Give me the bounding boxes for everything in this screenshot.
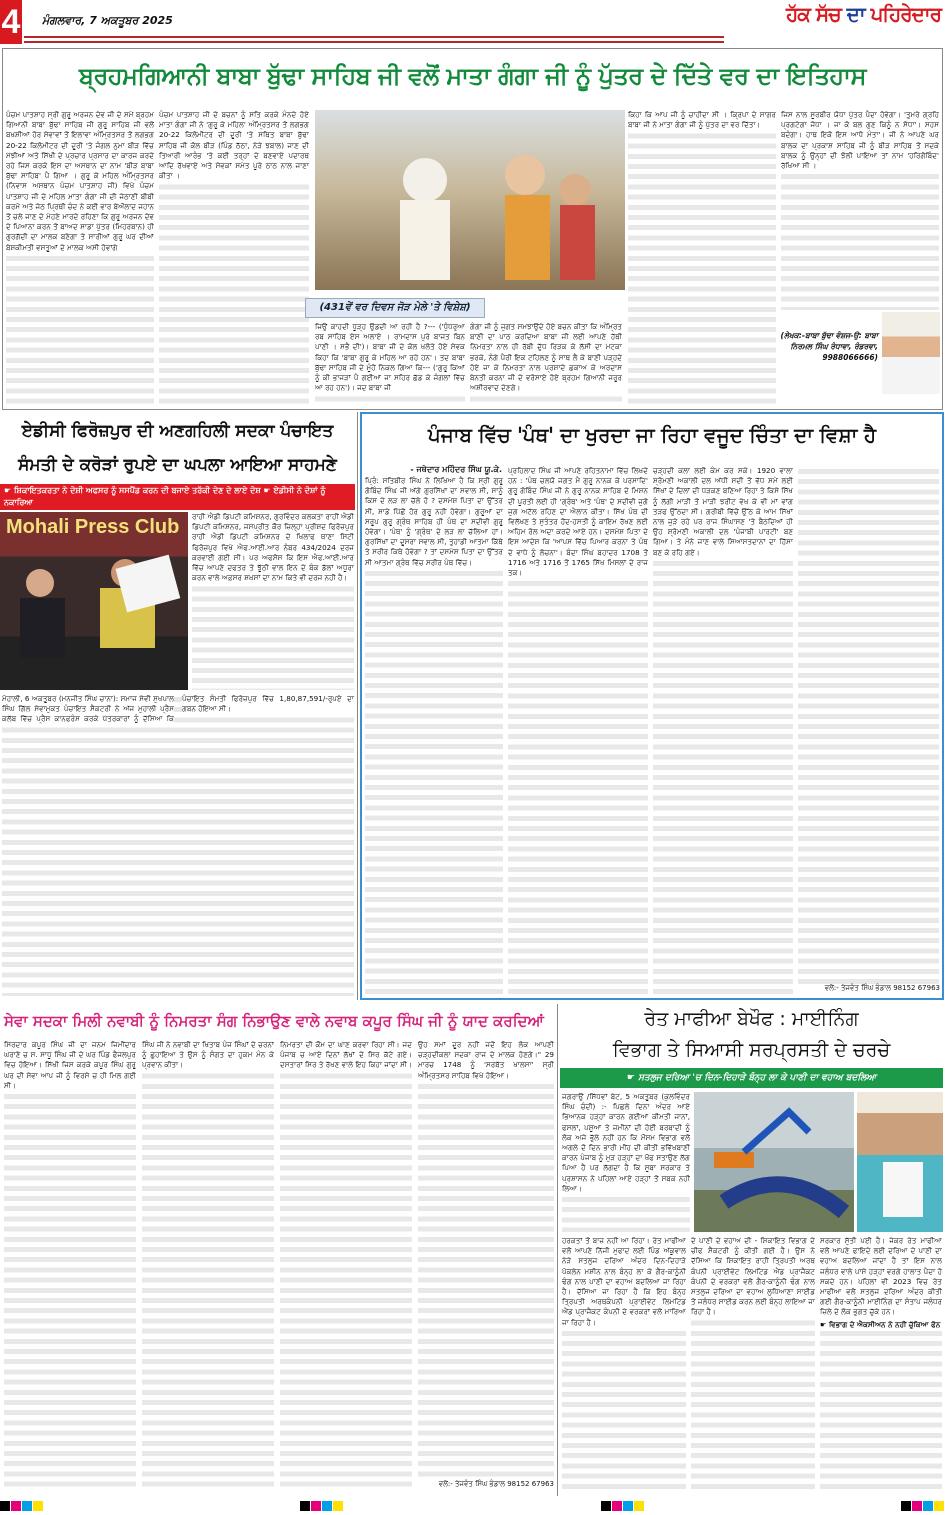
divider	[557, 1004, 558, 1496]
article-column	[628, 110, 776, 406]
article-column	[653, 466, 793, 994]
logo-text: ਹੱਕ ਸੱਚ	[786, 2, 841, 26]
article-column	[315, 322, 465, 406]
image-caption: (431ਵੇਂ ਵਰ ਦਿਵਸ ਜੋੜ ਮੇਲੇ 'ਤੇ ਵਿਸ਼ੇਸ਼)	[305, 298, 485, 318]
article-column	[508, 466, 648, 994]
print-registration-marks	[0, 1496, 945, 1507]
article-column	[470, 322, 622, 406]
paragraph: ਗੰਗਾ ਜੀ ਨੂੰ ਜੁਗਤ ਸਮਝਾਉਂਦੇ ਹੋਏ ਬਚਨ ਕੀਤਾ ਕਿ ਅੰਮ੍ਰਿਤ ਬਾਣੀ ਦਾ ਪਾਠ ਕਰਦਿਆ ਬਾਬਾ ਜੀ ਲਈ ਆਪਣੇ ਹੱਥੀ ਨਿਮਰਤਾ ਨਾਲ ਹੀ ਰੱਬੀ ਦੁੱਧ ਰਿੜਕ ਕੇ ਲੱਸੀ ਦਾ ਮਟਕਾ ਭਰਕੇ, ਨੰਗੇ ਪੈਰੀ ਇਕ ਟਹਿਲਣ ਨੂੰ ਸਾਥ ਲੈ ਕੇ ਬਾਣੀ ਪੜ੍ਹਦੇ ਹੋਏ ਜਾ ਕੇ ਨਿਮਰਤਾ ਨਾਲ ਪ੍ਰਸ਼ਾਦੇ ਛਕਾਅ ਕੇ ਅਰਦਾਸ ਬੇਨਤੀ ਕਰਨਾ ਜੀ ਦੇ ਵਰੋਸਾਏ ਹੋਏ ਬ੍ਰਹਮ ਗਿਆਨੀ ਜਰੂਰ ਅਸ਼ੀਰਵਾਦ ਦੇਣਗੇ।	[470, 322, 622, 393]
bottom-left-headline: ਸੇਵਾ ਸਦਕਾ ਮਿਲੀ ਨਵਾਬੀ ਨੂੰ ਨਿਮਰਤਾ ਸੰਗ ਨਿਭਾਉਣ ਵਾਲੇ ਨਵਾਬ ਕਪੂਰ ਸਿੰਘ ਜੀ ਨੂੰ ਯਾਦ ਕਰਦਿਆਂ	[4, 1012, 544, 1030]
subhead: ☛ ਵਿਭਾਗ ਦੇ ਐਕਸੀਅਨ ਨੇ ਨਹੀਂ ਚੁੱਕਿਆ ਫੋਨ	[820, 1319, 941, 1329]
paragraph: ਪੰਚਮ ਪਾਤਸ਼ਾਹ ਸ੍ਰੀ ਗੁਰੂ ਅਰਜਨ ਦੇਵ ਜੀ ਦੇ ਸਮੇਂ ਬ੍ਰਹਮ ਗਿਆਨੀ ਬਾਬਾ ਬੁੱਢਾ ਸਾਹਿਬ ਜੀ ਗੁਰੂ ਸਾਹਿਬ ਜੀ ਵਲੋਂ ਬਖਸ਼ੀਆਂ ਹੋਰ ਸੇਵਾਵਾਂ ਤੋਂ ਇਲਾਵਾ ਅੰਮ੍ਰਿਤਸਰ ਤੋਂ ਲਗਭਗ 20-22 ਕਿਲੋਮੀਟਰ ਦੀ ਦੂਰੀ 'ਤੇ ਜੰਗਲ ਨੁਮਾ ਬੀੜ ਵਿੱਚ ਮੱਝੀਆਂ ਅਤੇ ਸਿੱਖੀ ਦੇ ਪ੍ਰਚਾਰ ਪ੍ਰਸਾਰ ਦਾ ਕਾਰਜ ਕਰਦੇ ਰਹੇ ਜਿਸ ਕਰਕੇ ਇਸ ਦਾ ਅਸਥਾਨ ਦਾ ਨਾਮ 'ਬੀੜ ਬਾਬਾ ਬੁੱਢਾ ਸਾਹਿਬ' ਪੈ ਗਿਆ । ਗੁਰੂ ਕੇ ਮਹਿਲ ਅੰਮ੍ਰਿਤਸਰ (ਨਿਵਾਸ ਅਸਥਾਨ ਪੰਚਮ ਪਾਤਸ਼ਾਹ ਜੀ) ਵਿਖੇ ਪੰਚਮ ਪਾਤਸ਼ਾਹ ਜੀ ਦੇ ਮਹਿਲ ਮਾਤਾ ਗੰਗਾ ਜੀ ਦੀ ਜੇਠਾਣੀ ਬੀਬੀ ਕਰਮੋ ਅਤੇ ਜੇਠ ਪ੍ਰਿਥੀ ਚੰਦ ਨੇ ਕਈ ਵਾਰ ਬੇਔਲਾਦ ਜਹਾਨ ਤੋਂ ਚਲੇ ਜਾਣ ਦੇ ਮੇਹਣੇ ਮਾਰਦੇ ਰਹਿਣਾ ਕਿ ਗੁਰੂ ਅਰਜਨ ਦੇਵ ਦੇ ਪਿਆਨਾ ਕਰਨ ਤੋਂ ਬਾਅਦ ਸਾਡਾ ਪੁੱਤਰ (ਮਿਹਰਬਾਨ) ਹੀ ਗੁਰਗੱਦੀ ਦਾ ਮਾਲਕ ਬਣੇਗਾ ਤੇ ਸਾਰੀਆਂ ਗੁਰੂ ਘਰ ਦੀਆਂ ਬੇਸ਼ਕੀਮਤੀ ਵਸਤੂਆਂ ਦੇ ਮਾਲਕ ਅਸੀ ਹੋਵਾਂਗੇ	[6, 110, 154, 252]
paragraph: ਹਰਕਤਾਂ ਤੋਂ ਬਾਜ਼ ਨਹੀਂ ਆ ਰਿਹਾ। ਰੇਤ ਮਾਫੀਆ ਵਲੋਂ ਆਪਣੇ ਨਿੱਜੀ ਮੁਫਾਦ ਲਈ ਪਿੰਡ ਅੱਕੂਵਾਲ ਨੇੜੇ ਸਤਲੁਜ ਦਰਿਆ ਅੰਦਰ ਦਿਨ-ਦਿਹਾੜੇ ਪੋਕਲੇਨ ਮਸ਼ੀਨ ਨਾਲ ਬੰਨ੍ਹ ਲਾ ਕੇ ਗੈਰ-ਕਾਨੂੰਨੀ ਢੰਗ ਨਾਲ ਪਾਣੀ ਦਾ ਵਹਾਅ ਬਦਲਿਆ ਜਾ ਰਿਹਾ ਹੈ। ਦੱਸਿਆ ਜਾ ਰਿਹਾ ਹੈ ਕਿ ਇਹ ਬੰਨ੍ਹ ਤ੍ਰਿਪਤੀ ਅਰਥਕੰਪਨੀ ਪ੍ਰਾਈਵੇਟ ਲਿਮਟਿਡ ਐਂਡ ਪ੍ਰਾਜੈਕਟ ਕੰਪਨੀ ਦੇ ਵਰਕਰਾਂ ਵਲੋਂ ਮਾਰਿਆ ਜਾ ਰਿਹਾ ਹੈ।	[562, 1236, 686, 1327]
article-column	[562, 1092, 690, 1232]
article-column	[781, 110, 939, 310]
paragraph: ਸਰਕਾਰ ਸੁੱਤੀ ਪਈ ਹੈ। ਜੇਕਰ ਰੇਤ ਮਾਫੀਆ ਵਲੋਂ ਆਪਣੇ ਫਾਇਦੇ ਲਈ ਦਰਿਆ ਦੇ ਪਾਣੀ ਦਾ ਵਹਾਅ ਬਦਲਿਆ ਜਾਂਦਾ ਹੈ ਤਾਂ ਇਸ ਨਾਲ ਜਲੰਧਰ ਵਾਲੇ ਪਾਸੇ ਹੜ੍ਹਾਂ ਵਰਗੇ ਹਾਲਾਤ ਪੈਦਾ ਹੋ ਸਕਦੇ ਹਨ। ਪਹਿਲਾਂ ਵੀ 2023 ਵਿਚ ਰੇਤ ਮਾਫੀਆ ਵਲੋਂ ਸਤਲੁਜ ਦਰਿਆ ਅੰਦਰ ਕੀਤੀ ਗਈ ਗੈਰ-ਕਾਨੂੰਨੀ ਮਾਈਨਿੰਗ ਦਾ ਸੰਤਾਪ ਜਲੰਧਰ ਜ਼ਿਲੇ ਦੇ ਲੋਕ ਭੁਗਤ ਚੁੱਕੇ ਹਨ।	[820, 1236, 942, 1317]
excavator-photo	[694, 1092, 854, 1232]
article-column	[142, 1040, 274, 1492]
subhead: ☛ ਸ਼ਿਕਾਇਤਕਰਤਾ ਨੇ ਦੋਸ਼ੀ ਅਫਸਰ ਨੂੰ ਸਸਪੈਂਡ ਕਰਨ ਦੀ ਬਜਾਏ ਤਰੱਕੀ ਦੇਣ ਦੇ ਲਾਏ ਦੋਸ਼	[4, 486, 261, 495]
issue-date: ਮੰਗਲਵਾਰ, 7 ਅਕਤੂਬਰ 2025	[42, 14, 173, 27]
masthead-logo	[741, 2, 941, 26]
bottom-right-strip: ☛ ਸਤਲੁਜ ਦਰਿਆ 'ਚ ਦਿਨ-ਦਿਹਾੜੇ ਬੰਨ੍ਹ ਲਾ ਕੇ ਪਾਣੀ ਦਾ ਵਹਾਅ ਬਦਲਿਆ	[560, 1068, 943, 1088]
paragraph: ਪ੍ਰਹਿਲਾਦ ਸਿੰਘ ਜੀ ਆਪਣੇ ਰਹਿਤਨਾਮਾ ਵਿੱਚ ਲਿਖਦੇ ਹਨ : 'ਪੰਥ ਚਲਯੋ ਜਗਤ ਮੈ ਗੁਰੂ ਨਾਨਕ ਕੇ ਪਰਸਾਦਿ' ਗੁਰੂ ਗੋਬਿੰਦ ਸਿੰਘ ਜੀ ਨੇ ਗੁਰੂ ਨਾਨਕ ਸਾਹਿਬ ਦੇ ਮਿਸ਼ਨ ਦੀ ਪੂਰਤੀ ਲਈ ਹੀ 'ਗ੍ਰੰਥ' ਅਤੇ 'ਪੰਥ' ਦੇ ਸਦੀਵੀ ਜੁਗੋ ਜੁਗ ਅਟੱਲ ਰਹਿਣ ਦਾ ਐਲਾਨ ਕੀਤਾ। ਸਿੱਖ ਪੰਥ ਦੀ ਵਿਲੱਖਣ ਤੇ ਸੁਤੰਤਰ ਹੋਂਦ-ਹਸਤੀ ਨੂੰ ਕਾਇਮ ਰੱਖਣ ਲਈ ਅਹਿਮ ਰੋਲ ਅਦਾ ਕਰਦੇ ਆਏ ਹਨ। ਦਸਮੇਸ਼ ਪਿਤਾ ਦੇ ਇਸ ਆਦੇਸ਼ ਕਿ 'ਆਪਸ ਵਿੱਚ ਪਿਆਰ ਕਰਨਾ ਤੇ ਪੰਥ ਦੇ ਵਾਧੇ ਨੂੰ ਲੋਚਨਾ'। ਬੰਦਾ ਸਿੰਘ ਬਹਾਦਰ 1708 ਤੋਂ 1716 ਅਤੇ 1716 ਤੋਂ 1765 ਸਿੱਖ ਮਿਸਲਾਂ ਦੇ ਰਾਜ ਤਕ।	[508, 466, 648, 578]
paragraph: ਚੜ੍ਹਦੀ ਕਲਾ ਲਈ ਕੰਮ ਕਰ ਸਕੇ। 1920 ਵਾਲਾ ਸ਼੍ਰੋਮਣੀ ਅਕਾਲੀ ਦਲ ਅੱਧੀ ਸਦੀ ਤੋਂ ਵੱਧ ਸਮੇਂ ਲਈ ਸਿੱਖਾਂ ਦੇ ਦਿਲਾਂ ਦੀ ਧੜਕਣ ਬਣਿਆ ਰਿਹਾ ਤੇ ਕਿਸੇ ਸਿੱਖ ਨੂੰ ਲੱਗੀ ਮਾੜੀ ਤੋਂ ਮਾੜੀ ਝਰੀਟ ਵੇਖ ਕੇ ਵੀ ਮਾਂ ਵਾਂਗ ਤੜਫ ਉੱਠਦਾ ਸੀ। ਗਰੀਬੀ ਵਿੱਚੋਂ ਉੱਠ ਕੇ ਆਮ ਸਿੱਖਾਂ ਨਾਲ ਜੁੜੇ ਰਹੇ ਪਰ ਰਾਜ ਸਿੰਘਾਸਣ 'ਤੇ ਬੈਠਦਿਆਂ ਹੀ ਉਹ ਸ਼੍ਰੋਮਣੀ ਅਕਾਲੀ ਦਲ 'ਪੰਜਾਬੀ ਪਾਰਟੀ' ਬਣ ਗਿਆ। ਤੇ ਮੰਨੇ ਜਾਣ ਵਾਲੇ ਸਿਆਸਤਦਾਨਾਂ ਦਾ ਹਿੱਸਾ ਬਣ ਕੇ ਰਹਿ ਗਏ।	[653, 466, 793, 557]
right-article-headline: ਪੰਜਾਬ ਵਿੱਚ 'ਪੰਥ' ਦਾ ਖੁਰਦਾ ਜਾ ਰਿਹਾ ਵਜੂਦ ਚਿੰਤਾ ਦਾ ਵਿਸ਼ਾ ਹੈ	[427, 423, 877, 447]
signoff: ਵਲੋਂ:- ਤੇਜਵੰਤ ਸਿੰਘ ਭੰਡਾਲ 98152 67963	[824, 984, 940, 992]
paragraph: ਨਿਮਰਤਾ ਦੀ ਕੌਮ ਦਾ ਘਾਣ ਕਰਵਾ ਰਿਹਾ ਸੀ। ਜਦ ਪੰਜਾਬ ਚ ਆਏ ਦਿਨਾਂ ਲੱਖਾਂ ਦੇ ਸਿਰ ਕੱਟੇ ਗਏ। ਦਸਤਾਰਾਂ ਸਿਰ ਤੇ ਰੱਖਣ ਵਾਲੇ ਇਹ ਕਿਹਾ ਜਾਂਦਾ ਸੀ।	[280, 1040, 412, 1070]
article-column	[820, 1236, 942, 1492]
paragraph: ਜਿਉਂ ਕਾਹਦੀ ਧੂੜ੍ਹ ਉਡਦੀ ਆ ਰਹੀ ਹੈ ?--- ('ਧੁੰਧਰੁਆ ਰਬ ਸਾਹਿਬ ਏਸ ਅਲਾਏ । ਰਾਮਦਾਸ ਪੁਰੇ ਬਾਜਤ ਬਿਨ ਪਾਣੀ । ਸਭੈ ਦੀ')। ਬਾਬਾ ਜੀ ਦੇ ਕੋਲ ਖਲੋਤੇ ਹੋਏ ਸੇਵਕ ਕਿਹਾ ਕਿ 'ਬਾਬਾ ਗੁਰੂ ਕੇ ਮਹਿਲ ਆ ਰਹੇ ਹਨ'। ਤਦ ਬਾਬਾ ਬੁੱਢਾ ਸਾਹਿਬ ਜੀ ਦੇ ਮੂੰਹੋਂ ਨਿਕਲ ਗਿਆ ਕਿ--- ('ਗੁਰੂ ਕਿਆਂ ਨੂੰ ਕੀ ਭਾਜੜਾਂ ਪੈ ਗਈਆਂ ਜਾ ਸਹਿਰ ਛੱਡ ਕੇ ਜੰਗਲਾਂ ਵਿੱਚ ਆ ਰਹ ਹਨ')। ਜਦ ਬਾਬਾ ਜੀ	[315, 322, 465, 393]
paragraph: ਉਹ ਸਮਾਂ ਦੂਰ ਨਹੀਂ ਜਦੋਂ ਇਹ ਲੋਕ ਆਪਣੀ ਚੜ੍ਹਦੀਕਲਾ ਸਦਕਾ ਰਾਜ ਦੇ ਮਾਲਕ ਹੋਣਗੇ।" 29 ਮਾਰਚ 1748 ਨੂੰ 'ਸਰਬੱਤ ਖਾਲਸਾ' ਸ੍ਰੀ ਅੰਮ੍ਰਿਤਸਰ ਸਾਹਿਬ ਵਿਖੇ ਹੋਇਆ।	[418, 1040, 554, 1080]
press-club-banner: Mohali Press Club	[6, 516, 180, 538]
paragraph: ਰਾਹੀਂ ਐਡੀ ਡਿਪਟੀ ਕਮਿਸ਼ਨਰ, ਗੁਰਵਿੰਦਰ ਕਲਕਤਾ ਰਾਹੀਂ ਐਡੀ ਡਿਪਟੀ ਕਮਿਸ਼ਨਰ, ਜਸਪ੍ਰੀਤ ਕੌਰ ਜ਼ਿਲ੍ਹਾ ਪ੍ਰੀਸ਼ਦ ਫਿਰੋਜ਼ਪੁਰ ਰਾਹੀਂ ਐਡੀ ਡਿਪਟੀ ਕਮਿਸ਼ਨਰ ਦੇ ਖਿਲਾਫ ਥਾਣਾ ਸਿਟੀ ਫਿਰੋਜ਼ਪੁਰ ਵਿਖੇ ਐਫ.ਆਈ.ਆਰ ਨੰਬਰ 434/2024 ਦਰਜ ਕਰਵਾਈ ਗਈ ਸੀ। ਪਰ ਅਫਸੋਸ ਕਿ ਇਸ ਐਫ.ਆਈ.ਆਰ ਵਿੱਚ ਆਪਣੇ ਦਫਤਰ ਤੇ ਝੂੱਠੀ ਵਾਲ ਇਨ ਦੇ ਬੰਕ ਡੱਲਾਂ ਅਧੂਰਾ ਕਰਨ ਵਾਲੇ ਅਫ਼ਸਰ ਸ਼ਖ਼ਸਾਂ ਦਾ ਨਾਮ ਕਿਤੇ ਵੀ ਦਰਜ ਨਹੀ ਹੈ।	[192, 512, 354, 583]
paragraph: ਸਿਰਦਾਰ ਕਪੂਰ ਸਿੰਘ ਜੀ ਦਾ ਜਨਮ ਜਿਮੀਂਦਾਰ ਘਰਾਣੇ ਚ ਸ. ਸਾਧੂ ਸਿੰਘ ਜੀ ਦੇ ਘਰ ਪਿੰਡ ਫੈਜਲਪੁਰ ਵਿਚ ਹੋਇਆ। ਸਿੱਖੀ ਜਿਸ ਕਰਕੇ ਕਪੂਰ ਸਿੰਘ ਗੁਰੂ ਘਰ ਦੀ ਸੇਵਾ ਆਪ ਜੀ ਨੂੰ ਵਿਰਸੇ ਚ ਹੀ ਮਿਲ ਗਈ ਸੀ।	[4, 1040, 136, 1090]
press-conference-photo	[0, 512, 188, 690]
article-column	[691, 1236, 815, 1492]
article-body	[2, 694, 354, 996]
paragraph: ਜਿਸ ਨਾਲ ਸੂਰਬੀਰ ਯੋਧਾ ਪੁੱਤਰ ਪੈਦਾ ਹੋਵੇਗਾ। 'ਤੁਮਰੇ ਗ੍ਰਹਿ ਪ੍ਰਗਟੇਗਾ ਜੋਧਾ । ਜਾ ਕੋ ਬਲ ਗੁਣ ਕਿਨੂੰ ਨ ਸੋਧਾ'। ਸਹਸ ਬਦੰਗਾ। ਹਾਥ ਇਕੋ ਇਸ ਆਧੋ ਮੰਤਾ'। ਜੀ ਨੇ ਆਪਣੇ ਘਰ ਬਾਲਕ ਦਾ ਪ੍ਰਕਾਸ਼ ਸਾਹਿਬ ਜੀ ਨੂੰ ਬੀੜ ਸਾਹਿਬ ਤੋਂ ਸਦਕੇ ਬਾਲਕ ਨੂੰ ਉਨ੍ਹਾਂ ਦੀ ਝੋਲੀ ਪਾਇਆ ਤਾਂ ਨਾਮ 'ਹਰਿਗੋਬਿੰਦ' ਰੱਖਿਆ ਸੀ ।	[781, 110, 939, 171]
paragraph: ਸਿੰਘ ਜੀ ਨੇ ਨਵਾਬੀ ਦਾ ਖਿਤਾਬ ਪੰਜ ਸਿੰਘਾਂ ਦੇ ਚਰਨਾਂ ਨੂੰ ਛੁਹਾਇਆ ਤੇ ਉਸ ਨੂੰ ਸੰਗਤ ਦਾ ਹੁਕਮ ਮੰਨ ਕੇ ਪ੍ਰਵਾਨ ਕੀਤਾ।	[142, 1040, 274, 1070]
paragraph: ਦੇ ਪਾਣੀ ਦੇ ਵਹਾਅ ਦੀ - ਸ਼ਿਕਾਇਤ ਵਿਭਾਗ ਦੇ ਚੀਫ ਸੈਕਟਰੀ ਨੂੰ ਕੀਤੀ ਗਈ ਹੈ। ਉਸ ਨੇ ਦੱਸਿਆ ਕਿ ਸ਼ਿਕਾਇਤ ਰਾਹੀਂ ਤ੍ਰਿਪਤੀ ਅਰਥ ਕੰਪਨੀ ਪ੍ਰਾਈਵੇਟ ਲਿਮਟਿਡ ਐਂਡ ਪ੍ਰਾਜੈਕਟ ਕੰਪਨੀ ਦੇ ਵਰਕਰਾਂ ਵਲੋਂ ਗੈਰ-ਕਾਨੂੰਨੀ ਢੰਗ ਨਾਲ ਸਤਲੁਜ ਦਰਿਆ ਦਾ ਵਹਾਅ ਲੁਧਿਆਣਾ ਸਾਈਡ ਤੋਂ ਜਲੰਧਰ ਸਾਈਡ ਕਰਨ ਲਈ ਬੰਨ੍ਹ ਲਾਇਆ ਜਾ ਰਿਹਾ ਹੈ।	[691, 1236, 815, 1317]
author-photo	[882, 312, 940, 394]
article-column	[562, 1236, 686, 1492]
paragraph: ਕਿਹਾ ਕਿ ਆਪ ਜੀ ਨੂੰ ਚਾਹੀਦਾ ਸੀ । ਕ੍ਰਿਪਾ ਦੇ ਸਾਗਰ ਬਾਬਾ ਜੀ ਨੇ ਮਾਤਾ ਗੰਗਾ ਜੀ ਨੂੰ ਪੁੱਤਰ ਦਾ ਵਰ ਦਿੱਤਾ।	[628, 110, 776, 130]
paragraph: ਪ੍ਰਿੰ: ਸਤਿਬੀਰ ਸਿੰਘ ਨੇ ਲਿਖਿਆ ਹੈ ਕਿ ਸ੍ਰੀ ਗੁਰੂ ਗੋਬਿੰਦ ਸਿੰਘ ਜੀ ਅੱਗੇ ਗੁਰਸਿੱਖਾਂ ਦਾ ਸਵਾਲ ਸੀ, ਸਾਨੂੰ ਕਿਸ ਦੇ ਲੜ ਲਾ ਚੱਲੇ ਹੋ ? ਦਸਮੇਸ਼ ਪਿਤਾ ਦਾ ਉੱਤਰ ਸੀ, ਸਾਡੇ ਪਿੱਛੋਂ ਹੋਰ ਗੁਰੂ ਨਹੀਂ ਹੋਵੇਗਾ। ਗੁਰੂਆਂ ਦਾ ਸਰੂਪ ਗੁਰੂ ਗ੍ਰੰਥ ਸਾਹਿਬ ਹੀ ਪੰਥ ਦਾ ਸਦੀਵੀ ਗੁਰੂ ਹੋਵੇਗਾ। 'ਪੰਥ' ਨੂੰ 'ਗ੍ਰੰਥ' ਦੇ ਲੜ ਲਾ ਚੱਲਿਆ ਹਾਂ। ਗੁਰਸਿੱਖਾਂ ਦਾ ਦੂਸਰਾ ਸਵਾਲ ਸੀ, ਤੁਹਾਡੀ ਆਤਮਾ ਕਿੱਥੇ ਤੇ ਸਰੀਰ ਕਿਥੇ ਹੋਵੇਗਾ ? ਤਾਂ ਦਸਮੇਸ਼ ਪਿਤਾ ਦਾ ਉੱਤਰ ਸੀ ਆਤਮਾ ਗ੍ਰੰਥ ਵਿੱਚ ਸਰੀਰ ਪੰਥ ਵਿੱਚ।	[365, 476, 503, 567]
paragraph: ਜਗਰਾਉਂ /ਸਿੱਧਵਾਂ ਬੇਟ, 5 ਅਕਤੂਬਰ (ਕੁਲਵਿੰਦਰ ਸਿੰਘ ਚੰਦੀ) :- ਪਿਛਲੇ ਦਿਨਾ ਅੰਦਰ ਆਏ ਭਿਆਨਕ ਹੜ੍ਹਾਂ ਕਾਰਨ ਗਈਆਂ ਕੀਮਤੀ ਜਾਨਾਂ, ਫਸਲਾਂ, ਪਸ਼ੂਆਂ ਤੇ ਜ਼ਮੀਨਾਂ ਦੀ ਹੋਈ ਬਰਬਾਦੀ ਨੂੰ ਲੋਕ ਅਜੇ ਭੁੱਲੇ ਨਹੀਂ ਹਨ ਕਿ ਮੌਸਮ ਵਿਭਾਗ ਵਲੋਂ ਅਗਲੇ ਦੋ ਦਿਨ ਭਾਰੀ ਮੀਂਹ ਦੀ ਕੀਤੀ ਭਵਿੱਖਬਾਣੀ ਕਾਰਨ ਪੰਜਾਬ ਨੂੰ ਮੁੜ ਹੜ੍ਹਾਂ ਦਾ ਖੌਫ ਸਤਾਉਣ ਲੱਗ ਪਿਆ ਹੈ ਪਰ ਲੱਗਦਾ ਹੈ ਕਿ ਸੂਬਾ ਸਰਕਾਰ ਤੇ ਪ੍ਰਸ਼ਾਸਨ ਨੇ ਪਹਿਲਾਂ ਆਏ ਹੜ੍ਹਾਂ ਤੋਂ ਸਬਕ ਨਹੀਂ ਲਿਆ।	[562, 1092, 690, 1193]
header-rule	[24, 36, 724, 43]
signoff: ਵਲੋਂ:- ਤੇਜਵੰਤ ਸਿੰਘ ਭੰਡਾਲ 98152 67963	[438, 1480, 554, 1488]
left-article-headline-line2: ਸੰਮਤੀ ਦੇ ਕਰੋੜਾਂ ਰੁਪਏ ਦਾ ਘਪਲਾ ਆਇਆ ਸਾਹਮਣੇ	[18, 455, 337, 475]
byline: - ਜਥੇਦਾਰ ਮਹਿੰਦਰ ਸਿੰਘ ਯੂ.ਕੇ.	[410, 465, 502, 474]
bottom-right-headline-line1: ਰੇਤ ਮਾਫੀਆ ਬੇਖੌਫ : ਮਾਈਨਿੰਗ	[644, 1008, 859, 1030]
article-column	[159, 110, 309, 406]
left-article-subheads	[0, 484, 355, 510]
bottom-right-headline-line2: ਵਿਭਾਗ ਤੇ ਸਿਆਸੀ ਸਰਪ੍ਰਸਤੀ ਦੇ ਚਰਚੇ	[612, 1039, 891, 1061]
page-number: 4	[0, 0, 22, 44]
logo-text: ਦਾ	[846, 2, 865, 26]
illustration-sikh-history	[315, 110, 625, 290]
article-column	[280, 1040, 412, 1492]
article-column	[192, 512, 354, 690]
article-column	[6, 110, 154, 406]
article-column	[798, 466, 939, 984]
divider	[357, 412, 358, 1000]
author-credit: (ਲੇਖਕ:-ਬਾਬਾ ਬੁੱਢਾ ਵੰਸ਼ਜ-ਉ: ਬਾਬਾ ਨਿਰਮਲ ਸਿੰਘ ਰੰਧਾਵਾ, ਰੰਡਰਵਾ, 9988066666)	[780, 331, 878, 362]
top-article-headline: ਬ੍ਰਹਮਗਿਆਨੀ ਬਾਬਾ ਬੁੱਢਾ ਸਾਹਿਬ ਜੀ ਵਲੋਂ ਮਾਤਾ ਗੰਗਾ ਜੀ ਨੂੰ ਪੁੱਤਰ ਦੇ ਦਿੱਤੇ ਵਰ ਦਾ ਇਤਿਹਾਸ	[78, 62, 867, 90]
left-article-headline-line1: ਏਡੀਸੀ ਫਿਰੋਜ਼ਪੁਰ ਦੀ ਅਣਗਹਿਲੀ ਸਦਕਾ ਪੰਚਾਇਤ	[21, 421, 334, 441]
subhead: ☛ ਏਡੀਸੀ ਨੇ ਦੋਸ਼ਾਂ ਨੂੰ ਨਕਾਰਿਆ	[4, 486, 326, 507]
complainant-photo	[857, 1092, 943, 1232]
article-column	[418, 1040, 554, 1480]
paragraph: ਪੰਚਮ ਪਾਤਸ਼ਾਹ ਜੀ ਦੇ ਬਚਨਾਂ ਨੂੰ ਸਤਿ ਕਰਕੇ ਮੰਨਦੇ ਹੋਏ ਮਾਤਾ ਗੰਗਾ ਜੀ ਨੇ 'ਗੁਰੂ ਕੇ ਮਹਿਲ' ਅੰਮ੍ਰਿਤਸਰ ਤੋਂ ਲਗਭਗ 20-22 ਕਿਲੋਮੀਟਰ ਦੀ ਦੂਰੀ 'ਤੇ ਸਥਿਤ ਬਾਬਾ ਬੁੱਢਾ ਸਾਹਿਬ ਜੀ ਕੋਲ ਬੀੜ (ਪਿੰਡ ਠੱਠਾ, ਨੇੜੇ ਝਬਾਲ) ਜਾਣ ਦੀ ਤਿਆਰੀ ਆਰੰਭ 'ਤੇ ਕਈ ਤਰ੍ਹਾਂ ਦੇ ਬਣਵਾਏ ਪਦਾਰਥ ਆਦਿ ਰੱਖਵਾਏ ਅਤੇ ਸੇਵਕਾਂ ਸਮੇਤ ਪੂਰੇ ਠਾਠ ਨਾਲ ਜਾਣਾ ਕੀਤਾ ।	[159, 110, 309, 181]
article-column	[365, 476, 503, 994]
paragraph: ਮੋਹਾਲੀ, 6 ਅਕਤੂਬਰ (ਮਨਜੀਤ ਸਿੰਘ ਚਾਨਾ): ਸਮਾਜ ਸੇਵੀ ਸੁਖਪਾਲ ਸਿੰਘ ਗਿੱਲ ਸੇਵਾਮੁਕਤ ਪੰਚਾਇਤ ਸੈਕਟਰੀ ਨੇ ਅੱਜ ਮੁਹਾਲੀ ਪ੍ਰੈਸ ਕਲੱਬ ਵਿੱਚ ਪ੍ਰੈਸ ਕਾਨਫਰੰਸ ਕਰਕੇ ਪੱਤਰਕਾਰਾਂ ਨੂੰ ਦੱਸਿਆ ਕਿ ਪੰਚਾਇਤ ਸੰਮਤੀ ਫਿਰੋਜ਼ਪੁਰ ਵਿੱਚ 1,80,87,591/-ਰੁਪਏ ਦਾ ਗਬਨ ਹੋਇਆ ਸੀ।	[2, 694, 354, 724]
article-column	[4, 1040, 136, 1492]
logo-text: ਪਹਿਰੇਦਾਰ	[870, 2, 941, 26]
